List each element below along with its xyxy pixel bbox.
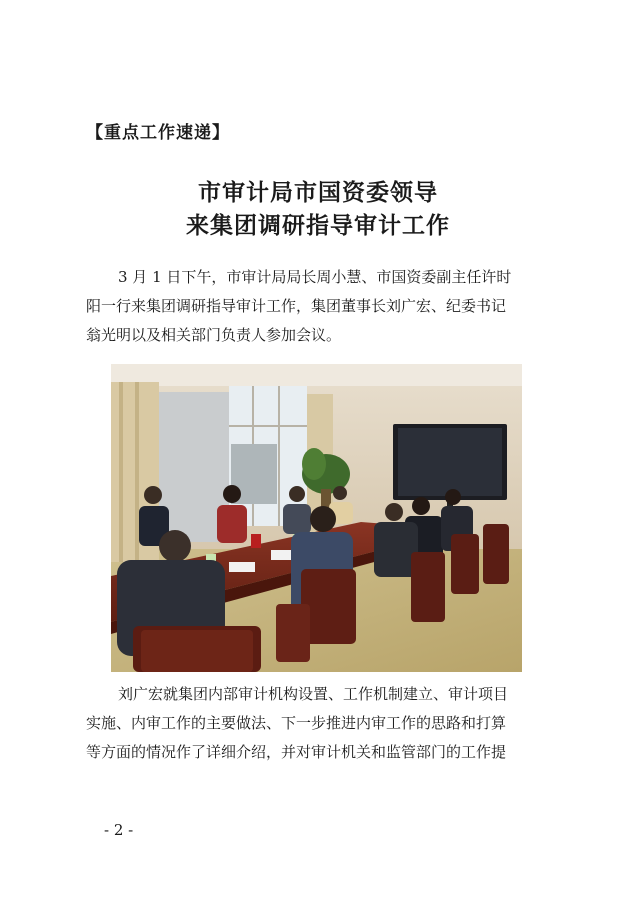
article-title-line-2: 来集团调研指导审计工作 bbox=[186, 212, 450, 239]
paragraph-2 bbox=[86, 680, 556, 767]
paragraph-1-line: 阳一行来集团调研指导审计工作，集团董事长刘广宏、纪委书记 bbox=[86, 297, 507, 315]
paragraph-1 bbox=[86, 263, 556, 350]
paragraph-2-line: 刘广宏就集团内部审计机构设置、工作机制建立、审计项目 bbox=[118, 685, 509, 703]
page-number: - 2 - bbox=[104, 821, 134, 839]
meeting-photo bbox=[111, 364, 522, 672]
paragraph-1-line: 翁光明以及相关部门负责人参加会议。 bbox=[86, 326, 342, 344]
paragraph-2-line: 等方面的情况作了详细介绍，并对审计机关和监管部门的工作提 bbox=[86, 743, 507, 761]
article-title-line-1: 市审计局市国资委领导 bbox=[198, 179, 438, 206]
section-tag: 【重点工作速递】 bbox=[86, 123, 230, 143]
paragraph-1-line: 3 月 1 日下午，市审计局局长周小慧、市国资委副主任许时 bbox=[118, 268, 512, 286]
paragraph-2-line: 实施、内审工作的主要做法、下一步推进内审工作的思路和打算 bbox=[86, 714, 507, 732]
